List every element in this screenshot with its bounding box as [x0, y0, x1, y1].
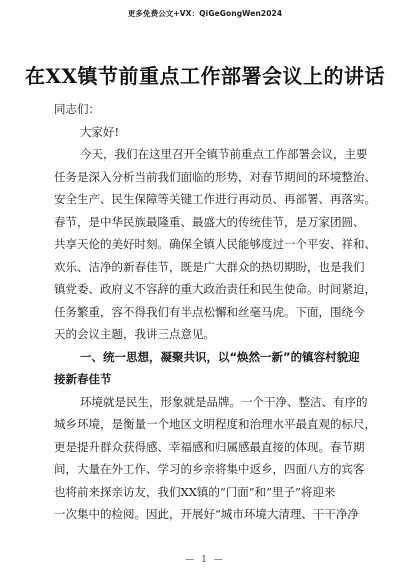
paragraph-line: 天的会议主题，我讲三点意见。: [54, 327, 215, 341]
paragraph-line: 环境就是民生，形象就是品牌。一个干净、整洁、有序的: [80, 394, 368, 409]
paragraph-line: 今天，我们在这里召开全镇节前重点工作部署会议，主要: [80, 147, 368, 161]
paragraph-line: 安全生产、民生保障等关键工作进行再动员、再部署、再落实。: [54, 192, 376, 206]
paragraph-line: 也将前来探亲访友，我们XX镇的“门面”和“里子”将迎来: [54, 484, 336, 499]
paragraph-line: 更是提升群众获得感、幸福感和归属感最直接的体现。春节期: [54, 439, 365, 454]
page-number: — 1 —: [185, 555, 225, 565]
paragraph-line: 城乡环境，是衡量一个地区文明程度和治理水平最直观的标尺，: [54, 417, 376, 431]
paragraph-line: 共享天伦的美好时刻。确保全镇人民能够度过一个平安、祥和、: [54, 237, 376, 251]
promo-header: 更多免费公文+VX：QiGeGongWen2024: [127, 9, 283, 18]
document-title: 在XX镇节前重点工作部署会议上的讲话: [24, 64, 386, 88]
paragraph-line: 镇党委、政府义不容辞的重大政治责任和民生使命。时间紧迫，: [54, 282, 376, 296]
paragraph-line: 任务是深入分析当前我们面临的形势，对春节期间的环境整治、: [54, 169, 376, 184]
paragraph-line: 欢乐、洁净的新春佳节，既是广大群众的热切期盼，也是我们: [54, 259, 365, 274]
salutation: 同志们：: [54, 102, 100, 116]
paragraph-line: 间，大量在外工作、学习的乡亲将集中返乡，四面八方的宾客: [54, 462, 365, 476]
paragraph-line: 任务繁重，容不得我们有半点松懈和丝毫马虎。下面，围绕今: [54, 304, 365, 319]
paragraph-line: 一次集中的检阅。因此，开展好“城市环境大清理、干干净净: [54, 507, 359, 521]
document-body: [54, 98, 376, 526]
greeting: 大家好!: [80, 124, 120, 139]
section-heading: 接新春佳节: [54, 372, 112, 386]
paragraph-line: 春节，是中华民族最隆重、最盛大的传统佳节，是万家团圆、: [54, 214, 365, 229]
section-heading: 一、统一思想，凝聚共识，以“焕然一新”的镇容村貌迎: [80, 349, 360, 364]
